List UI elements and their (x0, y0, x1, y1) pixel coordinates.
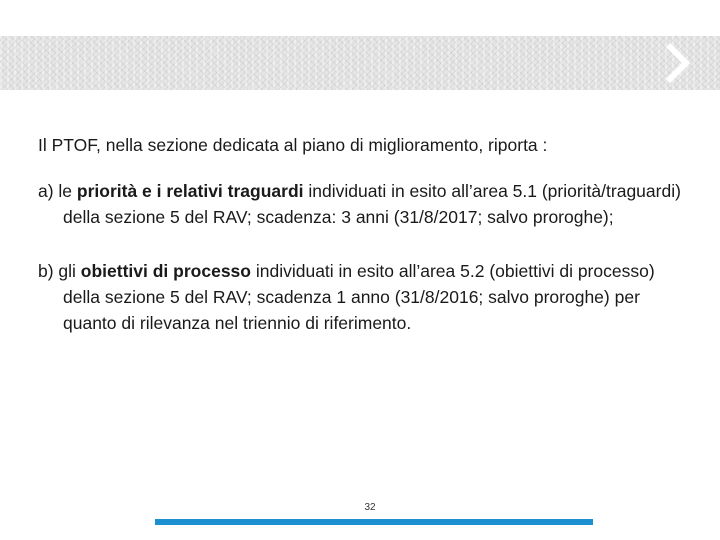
item-a-text: individuati in esito all’area 5.1 (priorità/traguardi) della sezione 5 del RAV; scadenza: 3 anni (31/8/2017; salvo proroghe); (63, 181, 681, 227)
bottom-accent-bar (155, 519, 593, 525)
intro-paragraph: Il PTOF, nella sezione dedicata al piano di miglioramento, riporta : (38, 135, 548, 155)
page-number: 32 (364, 502, 376, 513)
item-b-text: individuati in esito all’area 5.2 (obiettivi di processo) della sezione 5 del RAV; scadenza 1 anno (31/8/2016; salvo proroghe) per quanto di rilevanza nel triennio di riferimento. (63, 261, 655, 333)
item-b-prefix: b) gli (38, 261, 81, 281)
header-band (0, 36, 720, 90)
slide-body (38, 132, 688, 336)
item-b-bold: obiettivi di processo (80, 261, 251, 281)
item-a-bold: priorità e i relativi traguardi (76, 181, 304, 201)
item-a-prefix: a) le (38, 181, 77, 201)
chevron-right-icon (662, 42, 692, 84)
list-item-b (38, 258, 688, 336)
list-item-a (38, 178, 688, 230)
